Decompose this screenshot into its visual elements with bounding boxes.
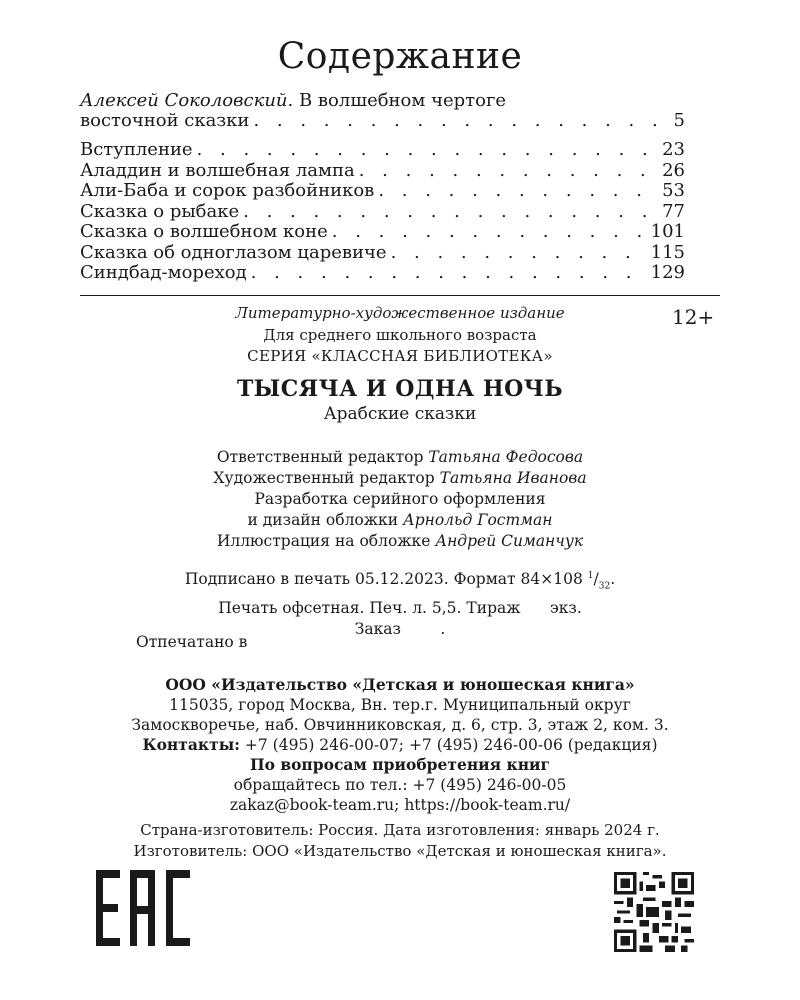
toc-row [80, 222, 685, 243]
intro-author: Алексей Соколовский [80, 90, 288, 111]
contacts-line: Контакты: +7 (495) 246-00-07; +7 (495) 246-00-06 (редакция) [142, 735, 658, 754]
toc-page: 5 [673, 110, 685, 131]
toc-page: 115 [650, 241, 685, 263]
eac-icon [94, 868, 194, 948]
toc-page: 23 [662, 139, 685, 160]
toc-item-title: Сказка о волшебном коне [80, 221, 328, 242]
credit-name: Андрей Симанчук [435, 532, 584, 550]
leader-dots [253, 111, 669, 132]
country-line: Страна-изготовитель: Россия. Дата изготовления: январь 2024 г. [140, 821, 660, 839]
credit-line [0, 531, 800, 552]
credit-line [0, 447, 800, 468]
publisher-name: ООО «Издательство «Детская и юношеская книга» [165, 675, 635, 694]
maker-line: Изготовитель: ООО «Издательство «Детская и юношеская книга». [133, 842, 667, 860]
toc-item-title: Али-Баба и сорок разбойников [80, 180, 375, 201]
age-rating-badge: 12+ [672, 305, 715, 329]
credit-role: Иллюстрация на обложке [216, 532, 436, 550]
toc-list [80, 140, 685, 284]
printed-in: Отпечатано в [136, 633, 248, 651]
credit-line [0, 468, 800, 489]
format-frac-den: 32 [598, 581, 611, 592]
audience-text: Для среднего школьного возраста [263, 326, 537, 344]
leader-dots [251, 263, 647, 284]
leader-dots [332, 222, 647, 243]
toc-row [80, 161, 685, 182]
leader-dots [378, 181, 658, 202]
print-info [0, 566, 800, 641]
publisher-address-2: Замоскворечье, наб. Овчинниковская, д. 6, стр. 3, этаж 2, ком. 3. [131, 716, 669, 734]
credit-role: Разработка серийного оформления [254, 490, 546, 508]
web-contacts: zakaz@book-team.ru; https://book-team.ru/ [229, 796, 571, 814]
toc-item-title: Сказка об одноглазом царевиче [80, 241, 387, 263]
edition-type: Литературно-художественное издание [235, 304, 565, 322]
toc-item-title: Аладдин и волшебная лампа [80, 159, 355, 181]
intro-title-line2: восточной сказки [80, 110, 250, 131]
toc-item-title: Синдбад-мореход [80, 262, 247, 283]
toc-row [80, 263, 685, 284]
book-subtitle: Арабские сказки [323, 404, 477, 424]
publisher-block [0, 675, 800, 815]
credit-role: и дизайн обложки [247, 511, 403, 529]
toc-page: 129 [650, 262, 685, 283]
intro-title-line1: . В волшебном чертоге [287, 90, 507, 111]
credit-role: Художественный редактор [213, 469, 440, 487]
toc-row [80, 181, 685, 202]
credit-name: Татьяна Федосова [428, 448, 584, 466]
format-frac-num: 1 [587, 571, 594, 581]
purchase-phone: обращайтесь по тел.: +7 (495) 246-00-05 [233, 776, 567, 794]
print-line-2: Печать офсетная. Печ. л. 5,5. Тираж экз. [218, 598, 582, 617]
book-title: ТЫСЯЧА И ОДНА НОЧЬ [236, 376, 564, 402]
leader-dots [359, 161, 658, 182]
purchase-label: По вопросам приобретения книг [249, 755, 551, 774]
toc-page: 77 [662, 200, 685, 222]
toc-row [80, 140, 685, 161]
series-name: СЕРИЯ «КЛАССНАЯ БИБЛИОТЕКА» [247, 347, 553, 365]
publisher-address-1: 115035, город Москва, Вн. тер.г. Муниципальный округ [169, 696, 631, 714]
toc-item-title: Сказка о рыбаке [80, 200, 240, 222]
credit-line [0, 489, 800, 510]
credit-role: Ответственный редактор [216, 448, 429, 466]
toc-page: 53 [662, 180, 685, 201]
toc-page: 101 [650, 221, 685, 242]
leader-dots [391, 243, 647, 264]
leader-dots [197, 140, 659, 161]
contents-title: Содержание [277, 36, 523, 77]
credit-line [0, 510, 800, 531]
print-line-1: Подписано в печать 05.12.2023. Формат 84×108 $^1/_{32}$. [184, 570, 616, 592]
toc-page: 26 [662, 159, 685, 181]
leader-dots [243, 202, 658, 223]
toc-row-intro [80, 111, 685, 132]
toc-intro [80, 90, 685, 132]
divider-rule [80, 295, 720, 296]
toc-item-title: Вступление [80, 139, 193, 160]
order-line: Заказ . [354, 620, 446, 639]
credit-name: Татьяна Иванова [439, 469, 587, 487]
credits-block [0, 447, 800, 552]
qr-code-icon [604, 872, 704, 952]
credit-name: Арнольд Гостман [402, 511, 553, 529]
toc-row [80, 243, 685, 264]
toc-row [80, 202, 685, 223]
manufacturer-block [0, 820, 800, 862]
